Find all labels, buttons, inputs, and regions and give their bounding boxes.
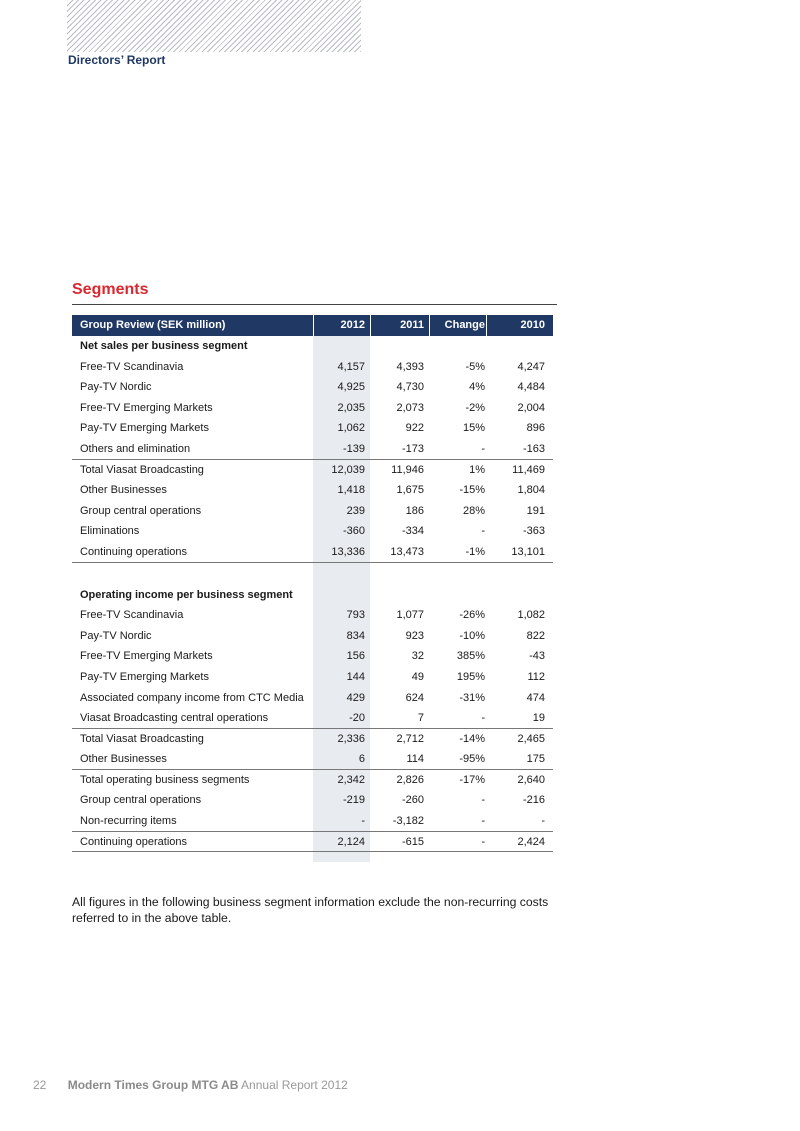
company-name: Modern Times Group MTG AB — [67, 1078, 239, 1092]
row-label: Pay-TV Emerging Markets — [80, 422, 209, 435]
value-2010: -43 — [529, 650, 545, 663]
value-2012: 2,336 — [337, 732, 365, 745]
value-2012: 239 — [346, 504, 365, 517]
value-change: -31% — [459, 691, 485, 704]
header-label: Group Review (SEK million) — [80, 319, 226, 331]
table-row — [72, 439, 553, 460]
value-change: -26% — [459, 609, 485, 622]
value-2010: 4,247 — [517, 360, 545, 373]
income-rows — [72, 605, 553, 852]
table-header — [72, 315, 553, 336]
value-2010: 2,004 — [517, 401, 545, 414]
header-separator — [429, 315, 430, 336]
sales-heading-row — [72, 336, 553, 357]
table-row — [72, 646, 553, 667]
value-2011: -615 — [401, 835, 424, 848]
value-2010: -163 — [522, 442, 545, 455]
value-change: -14% — [459, 732, 485, 745]
value-2012: 6 — [358, 753, 365, 766]
value-2012: -20 — [349, 712, 365, 725]
table-row — [72, 708, 553, 729]
value-change: - — [481, 815, 485, 828]
value-2011: 2,826 — [396, 773, 424, 786]
value-2010: 13,101 — [511, 545, 545, 558]
header-2012: 2012 — [340, 319, 365, 331]
table-row — [72, 832, 553, 853]
value-2010: -363 — [522, 525, 545, 538]
header-change: Change — [444, 319, 485, 331]
value-change: - — [481, 794, 485, 807]
value-2012: -139 — [342, 442, 365, 455]
table-row — [72, 501, 553, 522]
value-2011: -260 — [401, 794, 424, 807]
value-2012: 144 — [346, 670, 365, 683]
row-label: Pay-TV Nordic — [80, 381, 152, 394]
header-2010: 2010 — [520, 319, 545, 331]
table-row — [72, 377, 553, 398]
value-2012: 1,062 — [337, 422, 365, 435]
value-change: -15% — [459, 484, 485, 497]
row-label: Group central operations — [80, 794, 202, 807]
value-2011: 2,712 — [396, 732, 424, 745]
table-row — [72, 811, 553, 832]
value-2011: 7 — [417, 712, 424, 725]
value-change: 15% — [462, 422, 485, 435]
table-row — [72, 605, 553, 626]
value-2011: 4,393 — [396, 360, 424, 373]
value-2010: 474 — [526, 691, 545, 704]
value-change: -5% — [465, 360, 485, 373]
income-heading-row — [72, 585, 553, 606]
row-label: Associated company income from CTC Media — [80, 691, 304, 704]
value-2010: 2,465 — [517, 732, 545, 745]
row-label: Other Businesses — [80, 753, 167, 766]
table-spacer — [72, 563, 553, 585]
value-2011: 922 — [405, 422, 424, 435]
value-2010: 1,804 — [517, 484, 545, 497]
table-row — [72, 542, 553, 563]
page-footer — [33, 1078, 348, 1092]
sales-heading: Net sales per business segment — [80, 340, 248, 352]
value-2012: 2,124 — [337, 835, 365, 848]
table-row — [72, 729, 553, 750]
table-row — [72, 626, 553, 647]
value-2011: 114 — [406, 753, 424, 766]
segments-title: Segments — [72, 281, 149, 298]
section-label: Directors’ Report — [68, 53, 166, 67]
value-2012: 1,418 — [337, 484, 365, 497]
title-divider — [72, 304, 557, 305]
value-2012: 12,039 — [331, 463, 365, 476]
row-label: Total operating business segments — [80, 773, 250, 786]
value-2010: -216 — [522, 794, 545, 807]
value-2012: 13,336 — [331, 545, 365, 558]
value-2012: -360 — [342, 525, 365, 538]
header-separator — [486, 315, 487, 336]
table-row — [72, 480, 553, 501]
table-row — [72, 770, 553, 791]
page-number: 22 — [33, 1078, 47, 1092]
value-2011: -173 — [401, 442, 424, 455]
row-label: Pay-TV Nordic — [80, 629, 152, 642]
table-row — [72, 357, 553, 378]
value-change: - — [481, 712, 485, 725]
row-label: Total Viasat Broadcasting — [80, 732, 204, 745]
table-row — [72, 521, 553, 542]
header-separator — [313, 315, 314, 336]
value-change: 1% — [469, 463, 485, 476]
row-label: Free-TV Emerging Markets — [80, 650, 213, 663]
value-2010: 175 — [526, 753, 545, 766]
header-2011: 2011 — [400, 319, 424, 331]
footnote-text: All figures in the following business segment information exclude the non-recurring costs referred to in the above table. — [72, 895, 549, 925]
table-row — [72, 418, 553, 439]
value-change: 195% — [456, 670, 485, 683]
value-2011: 49 — [411, 670, 424, 683]
table-row — [72, 398, 553, 419]
value-2010: 112 — [527, 670, 545, 683]
value-change: -2% — [465, 401, 485, 414]
value-2011: 32 — [411, 650, 424, 663]
value-2010: 191 — [526, 504, 545, 517]
income-heading: Operating income per business segment — [80, 588, 293, 601]
value-2011: 923 — [405, 629, 424, 642]
value-change: -95% — [459, 753, 485, 766]
value-2012: 793 — [346, 609, 365, 622]
value-2012: 4,925 — [337, 381, 365, 394]
row-label: Eliminations — [80, 525, 140, 538]
table-row — [72, 667, 553, 688]
value-2010: 2,424 — [517, 835, 545, 848]
value-2010: 896 — [526, 422, 545, 435]
value-2011: -334 — [401, 525, 424, 538]
row-label: Continuing operations — [80, 835, 188, 848]
table-row — [72, 460, 553, 481]
value-2010: 4,484 — [517, 381, 545, 394]
row-label: Others and elimination — [80, 442, 191, 455]
row-label: Continuing operations — [80, 545, 188, 558]
value-2010: 2,640 — [517, 773, 545, 786]
value-2011: 11,946 — [391, 463, 424, 476]
header-separator — [370, 315, 371, 336]
value-2010: 19 — [532, 712, 545, 725]
value-change: 385% — [456, 650, 485, 663]
value-2012: 4,157 — [337, 360, 365, 373]
value-2012: -219 — [342, 794, 365, 807]
value-2012: 834 — [346, 629, 365, 642]
value-2012: - — [361, 815, 365, 828]
value-2010: 1,082 — [517, 609, 545, 622]
row-label: Free-TV Scandinavia — [80, 360, 184, 373]
value-2012: 156 — [346, 650, 365, 663]
row-label: Viasat Broadcasting central operations — [80, 712, 269, 725]
value-2012: 2,342 — [337, 773, 365, 786]
report-name: Annual Report 2012 — [241, 1078, 348, 1092]
value-change: -10% — [459, 629, 485, 642]
table-row — [72, 688, 553, 709]
value-2011: 624 — [405, 691, 424, 704]
value-change: - — [481, 442, 485, 455]
table-row — [72, 749, 553, 770]
group-review-table — [72, 315, 553, 852]
row-label: Free-TV Scandinavia — [80, 609, 184, 622]
value-change: -1% — [465, 545, 485, 558]
value-2012: 429 — [346, 691, 365, 704]
sales-rows — [72, 357, 553, 563]
table-row — [72, 790, 553, 811]
value-2012: 2,035 — [337, 401, 365, 414]
row-label: Pay-TV Emerging Markets — [80, 670, 209, 683]
row-label: Total Viasat Broadcasting — [80, 463, 204, 476]
value-2010: 822 — [526, 629, 545, 642]
row-label: Non-recurring items — [80, 815, 177, 828]
hatch-decoration — [67, 0, 361, 52]
value-change: 4% — [469, 381, 485, 394]
value-2010: 11,469 — [512, 463, 545, 476]
value-2011: 1,077 — [396, 609, 424, 622]
value-2011: 1,675 — [396, 484, 424, 497]
value-change: - — [481, 835, 485, 848]
value-2010: - — [541, 815, 545, 828]
row-label: Group central operations — [80, 504, 202, 517]
value-2011: -3,182 — [392, 815, 424, 828]
value-2011: 13,473 — [390, 545, 424, 558]
value-change: 28% — [462, 504, 485, 517]
value-change: -17% — [459, 773, 485, 786]
value-change: - — [481, 525, 485, 538]
value-2011: 186 — [405, 504, 424, 517]
row-label: Other Businesses — [80, 484, 167, 497]
row-label: Free-TV Emerging Markets — [80, 401, 213, 414]
value-2011: 4,730 — [396, 381, 424, 394]
value-2011: 2,073 — [396, 401, 424, 414]
